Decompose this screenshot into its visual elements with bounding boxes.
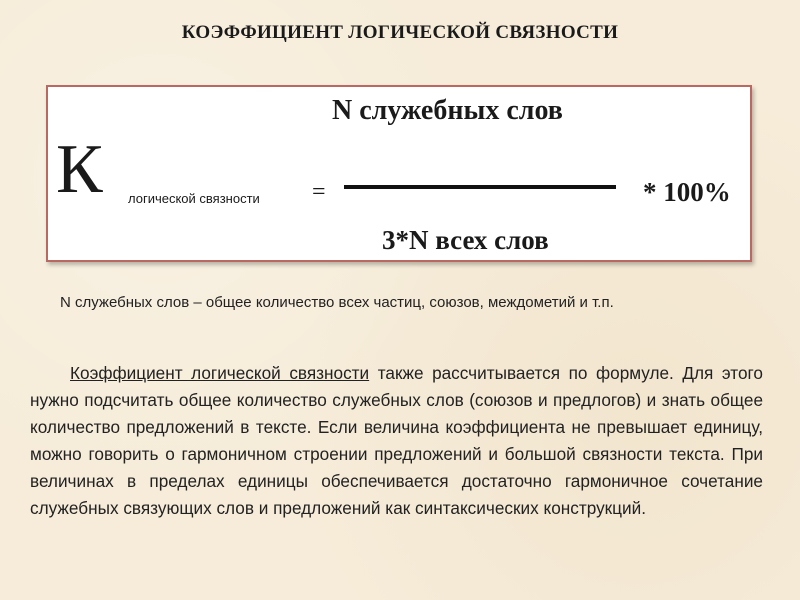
formula-denominator: 3*N всех слов [382,225,549,255]
formula-multiplier: * 100% [643,177,731,207]
fraction-line [344,185,616,189]
paragraph-term: Коэффициент логической связности [70,363,370,383]
definition-note: N служебных слов – общее количество всех частиц, союзов, междометий и т.п. [60,294,614,311]
formula-box [46,85,752,262]
formula-subscript: логической связности [128,191,260,206]
paragraph-text: также рассчитывается по формуле. Для этого нужно подсчитать общее количество служебных слов (союзов и предлогов) и знать общее количество предложений в тексте. Если величина коэффициента не превышает единицу, можно говорить о гармоничном строении предложений и большой связности текста. При величинах в пределах единицы обеспечивается достаточно гармоничное сочетание служебных связующих слов и предложений как синтаксических конструкций. [30,363,763,518]
explanation-paragraph [30,360,763,522]
formula-equals: = [312,179,326,205]
formula-numerator: N служебных слов [332,95,563,126]
formula-symbol: К [56,131,103,208]
slide-title: КОЭФФИЦИЕНТ ЛОГИЧЕСКОЙ СВЯЗНОСТИ [181,22,619,43]
